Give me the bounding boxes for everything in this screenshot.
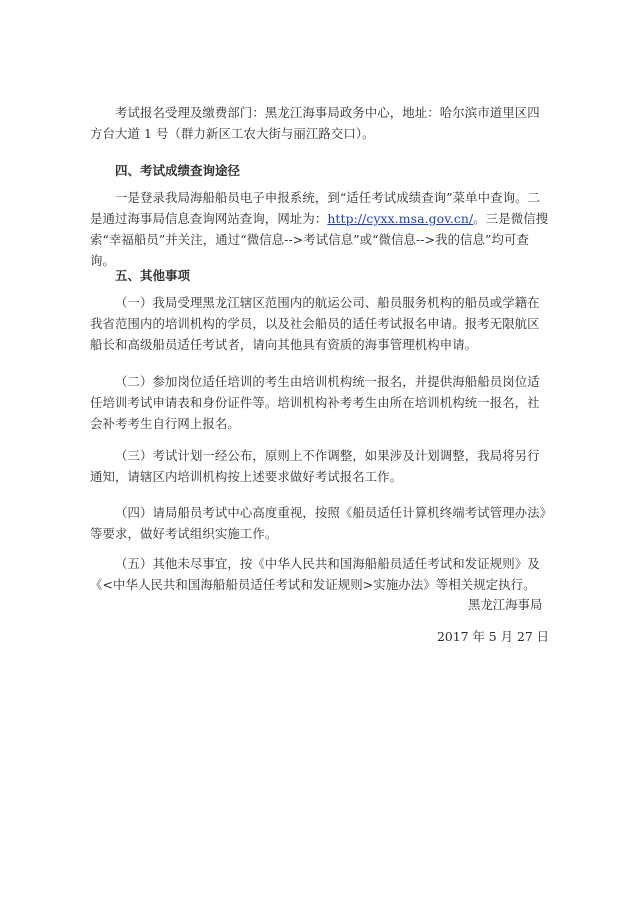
score-query-paragraph xyxy=(90,187,552,271)
score-query-text-b: 。三是微信搜索“幸福船员”并关注，通过“微信息-->考试信息”或“微信息-->我的信息”均可查询。 xyxy=(90,211,549,268)
section-4-heading: 四、考试成绩查询途径 xyxy=(115,163,241,178)
other-item-4: （四）请局船员考试中心高度重视，按照《船员适任计算机终端考试管理办法》等要求，做好考试组织实施工作。 xyxy=(90,505,546,541)
other-item-2: （二）参加岗位适任培训的考生由培训机构统一报名，并提供海船船员岗位适任培训考试申请表和身份证件等。培训机构补考考生由所在培训机构统一报名，社会补考考生自行网上报名。 xyxy=(90,374,540,431)
other-item-5: （五）其他未尽事宜，按《中华人民共和国海船船员适任考试和发证规则》及《<中华人民共和国海船船员适任考试和发证规则>实施办法》等相关规定执行。 xyxy=(90,556,540,592)
score-query-text-a: 一是登录我局海船船员电子申报系统，到“适任考试成绩查询”菜单中查询。二是通过海事局信息查询网站查询，网址为： xyxy=(90,190,541,226)
registration-paragraph: 考试报名受理及缴费部门：黑龙江海事局政务中心，地址：哈尔滨市道里区四方台大道 1 号（群力新区工农大街与丽江路交口）。 xyxy=(90,105,540,141)
signature-organization: 黑龙江海事局 xyxy=(468,597,543,612)
section-5-heading: 五、其他事项 xyxy=(115,268,191,283)
query-website-link[interactable]: http://cyxx.msa.gov.cn/ xyxy=(327,211,474,226)
signature-date: 2017 年 5 月 27 日 xyxy=(437,629,550,644)
other-item-3: （三）考试计划一经公布，原则上不作调整，如果涉及计划调整，我局将另行通知，请辖区内培训机构按上述要求做好考试报名工作。 xyxy=(90,448,540,484)
other-item-1: （一）我局受理黑龙江辖区范围内的航运公司、船员服务机构的船员或学籍在我省范围内的培训机构的学员，以及社会船员的适任考试报名申请。报考无限航区船长和高级船员适任考试者，请向其他具有资质的海事管理机构申请。 xyxy=(90,295,540,352)
